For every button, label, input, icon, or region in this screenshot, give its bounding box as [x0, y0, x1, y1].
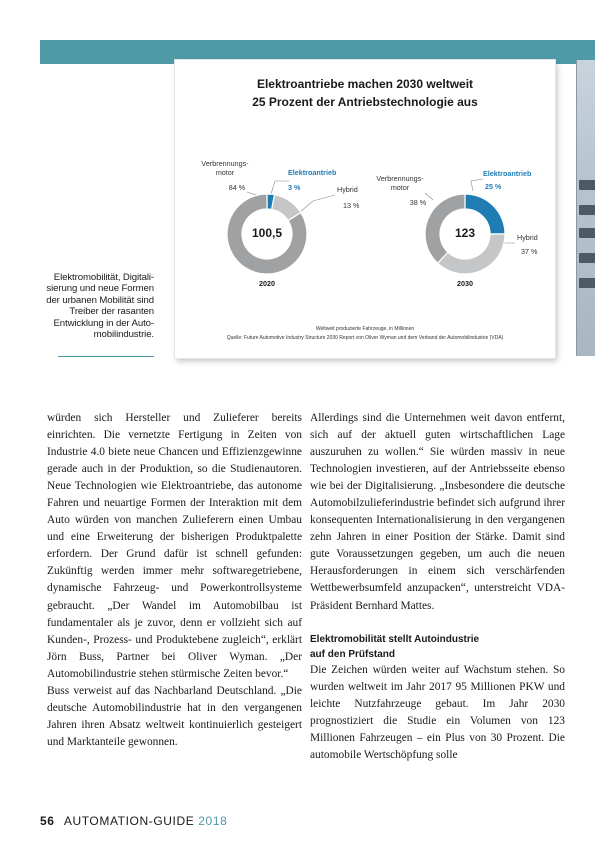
caption-line: Treiber der rasanten	[69, 306, 154, 318]
section-subheading	[310, 632, 565, 662]
donut-slice-hybrid-2030	[438, 234, 505, 274]
chart-footnote-2: Quelle: Future Automotive Industry Structure 2030 Report von Oliver Wyman und dem Verband der Automobilindustrie (VDA)	[226, 335, 504, 341]
label-hybrid-2030: Hybrid	[517, 233, 538, 242]
photo-detail	[579, 278, 595, 288]
label-elektro-pct-2030: 25 %	[485, 182, 502, 191]
article-column-right	[310, 410, 565, 764]
label-elektro-pct-2020: 3 %	[288, 183, 301, 192]
total-2030: 123	[454, 226, 476, 240]
chart-footnote-1: Weltweit produzierte Fahrzeuge, in Millionen	[315, 326, 415, 332]
chart-title-line1: Elektroantriebe machen 2030 weltweit	[256, 77, 474, 91]
label-verbrennung-2020-a: Verbrennungs-	[201, 159, 249, 168]
page-footer	[40, 814, 227, 828]
leader-line	[471, 179, 483, 191]
page-number: 56	[40, 814, 55, 828]
article-paragraph: würden sich Hersteller und Zulieferer bereits einrichten. Die vernetzte Fertigung in Zeiten von Industrie 4.0 biete neue Chancen und Effizienzgewinne gerade auch in der Produktion, so die Studienautoren. Neue Technologien wie Elektroantriebe, das autonome Fahren und neuartige Formen der Interaktion mit dem Auto würden von manchen Zulieferern einen Umbau und eine Erweiterung der bisherigen Produktpalette erfordern. Der Grund dafür ist schnell gefunden: Zukünftig werden immer mehr softwaregetriebene, dynamische Fahrzeug- und Powerkontrollsysteme gebraucht. „Der Wandel im Automobilbau ist fundamentaler als je zuvor, denn er vollzieht sich auf Kunden-, Prozess- und Produktebene zugleich“, erklärt Jörn Buss, Partner bei Oliver Wyman. „Der Automobilindustrie stehen stürmische Zeiten bevor.“	[47, 412, 302, 680]
photo-detail	[579, 228, 595, 238]
article-paragraph: Die Zeichen würden weiter auf Wachstum stehen. So wurden weltweit im Jahr 2017 95 Millionen PKW und leichte Nutzfahrzeuge gebaut. Im Jahr 2030 prognostiziert die Studie ein Volumen von 123 Millionen Fahrzeugen – ein Plus von 30 Prozent. Die automobile Wertschöpfung solle	[310, 663, 565, 761]
label-verbrennung-2030-b: motor	[390, 183, 410, 192]
subheading-line: auf den Prüfstand	[310, 648, 396, 660]
publication-year: 2018	[198, 814, 228, 828]
article-paragraph: Buss verweist auf das Nachbarland Deutschland. „Die deutsche Automobilindustrie hat in den vergangenen Jahren ihren Absatz weltweit kontinuierlich gesteigert und Marktanteile gewonnen.	[47, 684, 302, 748]
caption-line: sierung und neue Formen	[46, 283, 154, 295]
photo-detail	[579, 253, 595, 263]
total-2020: 100,5	[251, 226, 283, 240]
label-hybrid-pct-2030: 37 %	[521, 247, 538, 256]
caption-line: Entwicklung in der Auto-	[53, 317, 154, 329]
donut-chart-svg	[175, 60, 555, 358]
caption-line: Elektromobilität, Digitali-	[53, 272, 154, 283]
label-elektro-2030: Elektroantrieb	[483, 169, 532, 178]
subheading-line: Elektromobilität stellt Autoindustrie	[310, 633, 480, 645]
label-elektro-2020: Elektroantrieb	[288, 168, 337, 177]
leader-line	[271, 181, 289, 194]
label-verbrennung-pct-2030: 38 %	[409, 198, 427, 207]
chart-title-line2: 25 Prozent der Antriebstechnologie aus	[252, 95, 478, 109]
year-2030: 2030	[457, 279, 473, 288]
chart-figure	[175, 60, 555, 358]
caption-rule	[58, 356, 154, 357]
label-hybrid-2020: Hybrid	[337, 185, 358, 194]
side-photo	[576, 60, 595, 356]
label-hybrid-pct-2020: 13 %	[343, 201, 360, 210]
publication-name: AUTOMATION-GUIDE	[63, 814, 195, 828]
label-verbrennung-pct-2020: 84 %	[228, 183, 246, 192]
label-verbrennung-2020-b: motor	[215, 168, 235, 177]
article-column-left	[47, 410, 302, 751]
article-paragraph: Allerdings sind die Unternehmen weit davon entfernt, sich auf der aktuell guten wirtschaftlichen Lage auszuruhen zu wollen.“ Sie würden massiv in neue Technologien investieren, auf der Antriebsseite ebenso wie bei der Digitalisierung. „Insbesondere die deutsche Automobilzulieferindustrie befindet sich aufgrund ihrer konsequenten Internationalisierung in den vergangenen zehn Jahren in einer Position der Stärke. Damit sind gute Voraussetzungen gegeben, um auch die neuen Herausforderungen in einem sich verschärfenden Wettbewerbsumfeld anzupacken“, unterstreicht VDA-Präsident Bernhard Mattes.	[310, 412, 565, 612]
caption-line: der urbanen Mobilität sind	[46, 294, 154, 306]
year-2020: 2020	[259, 279, 275, 288]
figure-caption	[30, 272, 154, 340]
caption-line: mobilindustrie.	[93, 329, 154, 341]
leader-line	[300, 195, 335, 212]
label-verbrennung-2030-a: Verbrennungs-	[376, 174, 424, 183]
photo-detail	[579, 205, 595, 215]
photo-detail	[579, 180, 595, 190]
